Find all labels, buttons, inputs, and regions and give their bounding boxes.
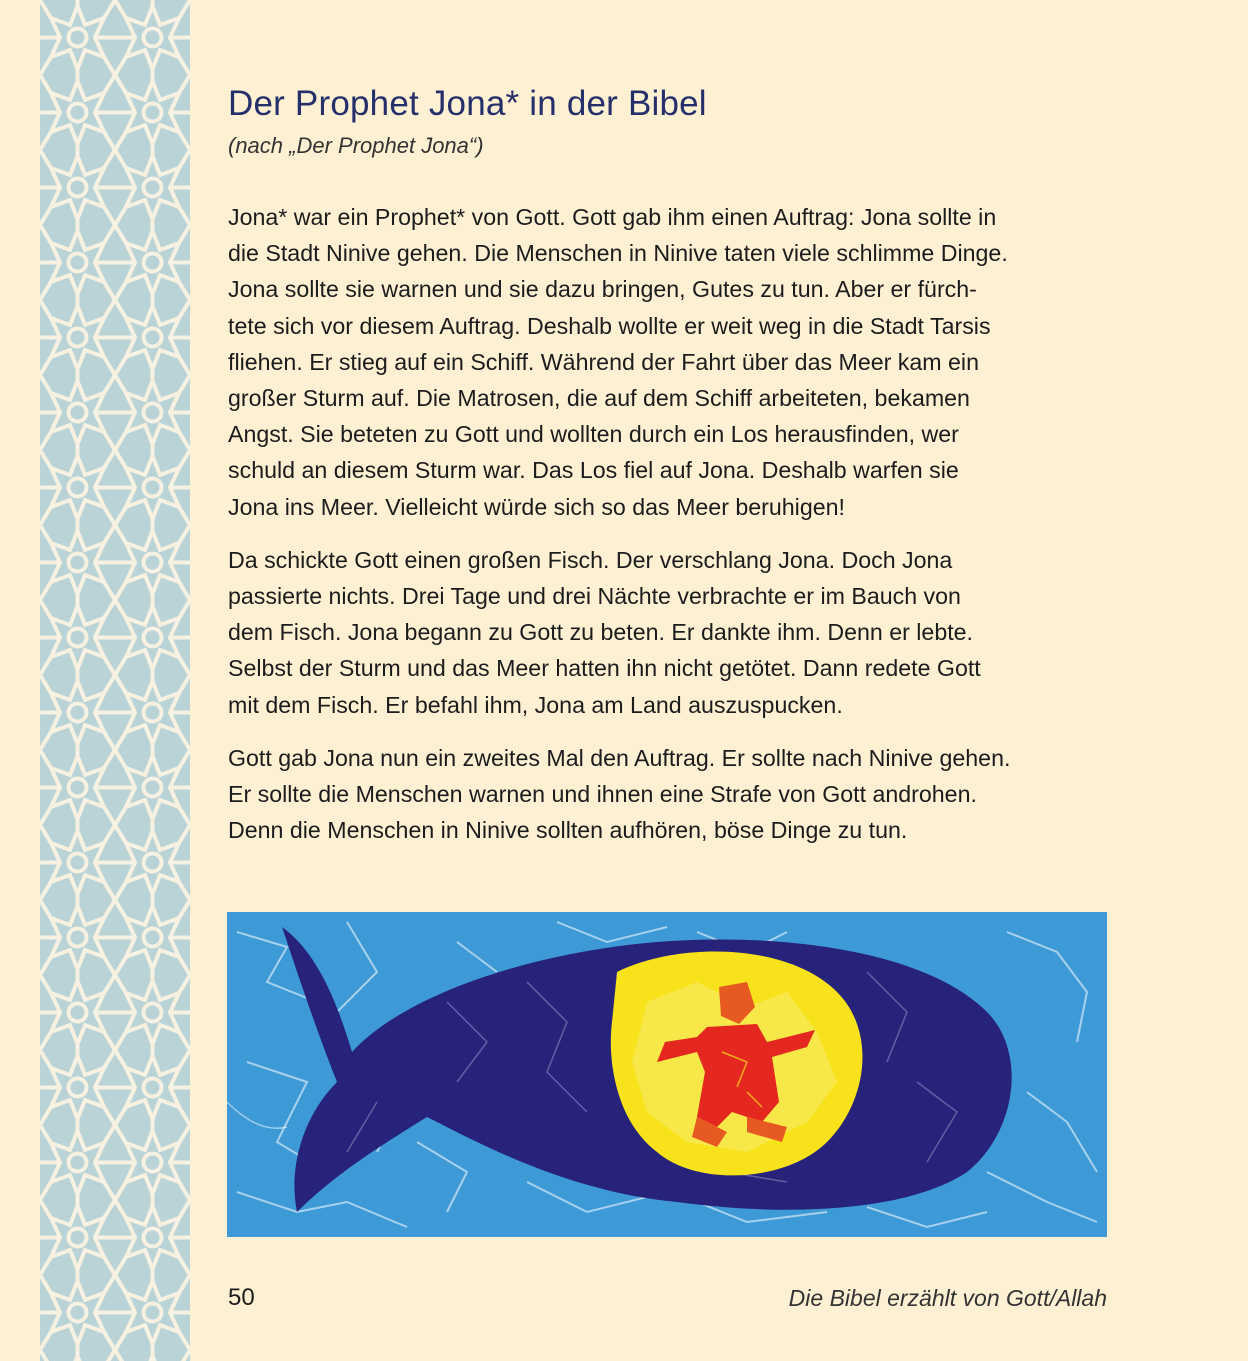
islamic-star-pattern: [40, 0, 190, 1361]
paragraph: Jona* war ein Prophet* von Gott. Gott gab ihm einen Auftrag: Jona sollte in die Stadt Ninive gehen. Die Menschen in Ninive taten viele schlimme Dinge. Jona sollte sie warnen und sie dazu bringen, Gutes zu tun. Aber er fürch- tete sich vor diesem Auftrag. Deshalb wollte er weit weg in die Stadt Tarsis fliehen. Er stieg auf ein Schiff. Während der Fahrt über das Meer kam ein großer Sturm auf. Die Matrosen, die auf dem Schiff arbeiteten, bekamen Angst. Sie beteten zu Gott und wollten durch ein Los herausfinden, wer schuld an diesem Sturm war. Das Los fiel auf Jona. Deshalb warfen sie Jona ins Meer. Vielleicht würde sich so das Meer beruhigen!: [228, 204, 1008, 520]
story-text: [228, 199, 1118, 865]
paragraph: Da schickte Gott einen großen Fisch. Der verschlang Jona. Doch Jona passierte nichts. Drei Tage und drei Nächte verbrachte er im Bauch von dem Fisch. Jona begann zu Gott zu beten. Er dankte ihm. Denn er lebte. Selbst der Sturm und das Meer hatten ihn nicht getötet. Dann redete Gott mit dem Fisch. Er befahl ihm, Jona am Land auszuspucken.: [228, 546, 981, 718]
page-title: Der Prophet Jona* in der Bibel: [228, 84, 707, 123]
running-footer: Die Bibel erzählt von Gott/Allah: [788, 1285, 1107, 1311]
page-subtitle: (nach „Der Prophet Jona“): [228, 133, 484, 158]
paragraph: Gott gab Jona nun ein zweites Mal den Auftrag. Er sollte nach Ninive gehen. Er sollte die Menschen warnen und ihnen eine Strafe von Gott androhen. Denn die Menschen in Ninive sollten aufhören, böse Dinge zu tun.: [228, 744, 1011, 844]
mosaic-illustration-jona-in-fish: [227, 912, 1107, 1237]
page-number: 50: [228, 1284, 255, 1311]
decorative-border: [0, 0, 190, 1361]
